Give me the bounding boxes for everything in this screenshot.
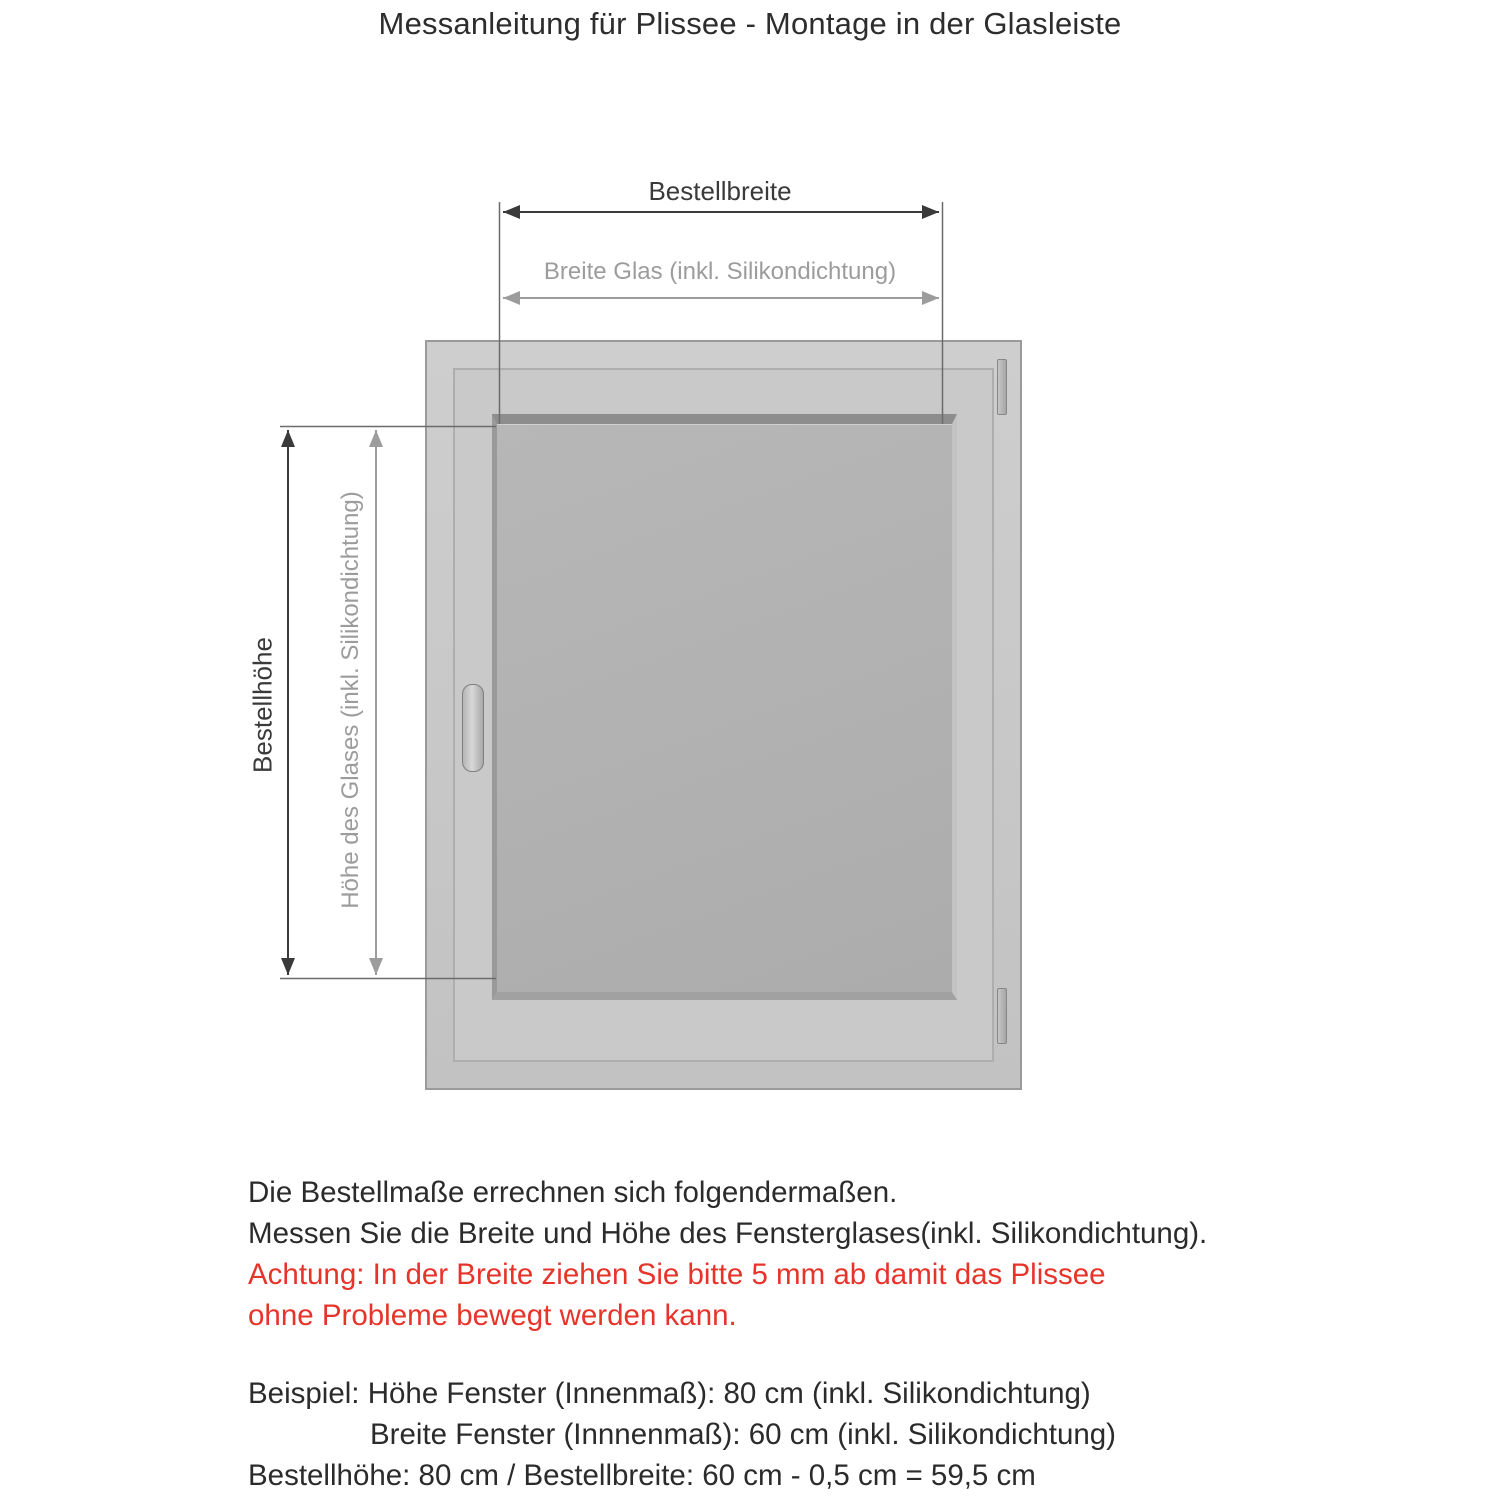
glass-width-label: Breite Glas (inkl. Silikondichtung)	[543, 258, 897, 285]
example-line-2: Breite Fenster (Innnenmaß): 60 cm (inkl. Silikondichtung)	[370, 1418, 1116, 1451]
order-width-label: Bestellbreite	[648, 176, 792, 206]
window-glass	[492, 414, 957, 1000]
example-line-3: Bestellhöhe: 80 cm / Bestellbreite: 60 cm - 0,5 cm = 59,5 cm	[248, 1459, 1036, 1492]
hinge-top	[997, 359, 1007, 415]
order-height-label: Bestellhöhe	[247, 637, 278, 773]
instruction-line-1: Die Bestellmaße errechnen sich folgendermaßen.	[248, 1176, 898, 1209]
window-handle	[462, 684, 484, 772]
window-frame	[425, 340, 1022, 1090]
example-block	[248, 1373, 1398, 1496]
warning-line-2: ohne Probleme bewegt werden kann.	[248, 1299, 737, 1332]
hinge-bottom	[997, 988, 1007, 1044]
page-title: Messanleitung für Plissee - Montage in der Glasleiste	[378, 6, 1122, 41]
instruction-text-block	[248, 1172, 1398, 1496]
example-line-1: Beispiel: Höhe Fenster (Innenmaß): 80 cm (inkl. Silikondichtung)	[248, 1377, 1091, 1410]
warning-line-1: Achtung: In der Breite ziehen Sie bitte 5 mm ab damit das Plissee	[248, 1258, 1106, 1291]
glass-height-label: Höhe des Glases (inkl. Silikondichtung)	[337, 491, 364, 909]
instruction-line-2: Messen Sie die Breite und Höhe des Fensterglases(inkl. Silikondichtung).	[248, 1217, 1208, 1250]
